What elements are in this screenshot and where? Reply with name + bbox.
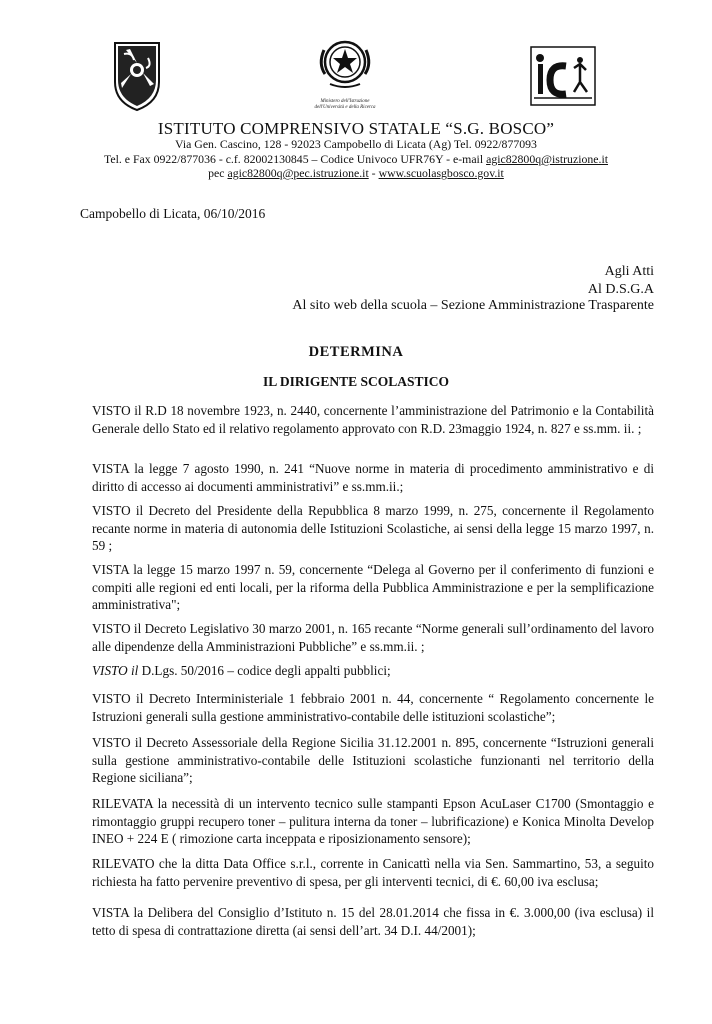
paragraph-rd-1923: VISTO il R.D 18 novembre 1923, n. 2440, concernente l’amministrazione del Patrimonio e la Contabilità Generale dello Stato ed il relativo regolamento approvato con R.D. 23maggio 1924, n. 827 e ss.mm. ii. ; xyxy=(92,403,654,436)
pec-link[interactable]: agic82800q@pec.istruzione.it xyxy=(227,166,369,180)
document-subtitle: IL DIRIGENTE SCOLASTICO xyxy=(262,374,450,389)
paragraph-dlgs-50 xyxy=(92,662,654,680)
paragraph-di-44: VISTO il Decreto Interministeriale 1 febbraio 2001 n. 44, concernente “ Regolamento concernente le Istruzioni generali sulla gestione amministrativo-contabile delle istituzioni scolastiche”; xyxy=(92,691,654,724)
paragraph-dlgs-50-text: D.Lgs. 50/2016 – codice degli appalti pubblici; xyxy=(141,663,391,678)
separator: - xyxy=(368,166,379,180)
school-logo-icon xyxy=(530,46,596,106)
recipient-dsga: Al D.S.G.A xyxy=(587,282,654,297)
place-date: Campobello di Licata, 06/10/2016 xyxy=(80,206,266,221)
paragraph-legge-59: VISTA la legge 15 marzo 1997 n. 59, concernente “Delega al Governo per il conferimento di funzioni e compiti alle regioni ed enti locali, per la riforma della Pubblica Amministrazione e per la semplificazione amministrativa"; xyxy=(92,562,654,612)
contact-line xyxy=(0,152,712,167)
paragraph-legge-241: VISTA la legge 7 agosto 1990, n. 241 “Nuove norme in materia di procedimento amministrativo e di diritto di accesso ai documenti amministrativi” e ss.mm.ii.; xyxy=(92,461,654,494)
paragraph-dlgs-165: VISTO il Decreto Legislativo 30 marzo 2001, n. 165 recante “Norme generali sull’ordinamento del lavoro alle dipendenze della Amministrazioni Pubbliche” e ss.mm.ii. ; xyxy=(92,621,654,654)
italian-republic-emblem-icon xyxy=(306,34,384,112)
recipient-website: Al sito web della scuola – Sezione Amministrazione Trasparente xyxy=(292,298,654,313)
pec-web-line xyxy=(0,166,712,181)
recipient-atti: Agli Atti xyxy=(604,264,654,279)
paragraph-delibera: VISTA la Delibera del Consiglio d’Istituto n. 15 del 28.01.2014 che fissa in €. 3.000,00 (iva esclusa) il tetto di spesa di contrattazione diretta (ai sensi dell’art. 34 D.I. 44/2001); xyxy=(92,905,654,938)
document-title: DETERMINA xyxy=(308,344,404,360)
address-line: Via Gen. Cascino, 128 - 92023 Campobello di Licata (Ag) Tel. 0922/877093 xyxy=(175,137,537,151)
italic-lead: VISTO il xyxy=(92,663,139,678)
website-link[interactable]: www.scuolasgbosco.gov.it xyxy=(378,166,504,180)
contact-prefix: Tel. e Fax 0922/877036 - c.f. 82002130845 – Codice Univoco UFR76Y - e-mail xyxy=(103,152,487,166)
email-link[interactable]: agic82800q@istruzione.it xyxy=(486,152,609,166)
school-name: ISTITUTO COMPRENSIVO STATALE “S.G. BOSCO” xyxy=(157,119,555,138)
paragraph-rilevato: RILEVATO che la ditta Data Office s.r.l., corrente in Canicattì nella via Sen. Sammartino, 53, a seguito richiesta ha fatto pervenire preventivo di spesa, per gli interventi tecnici, di €. 60,00 iva esclusa; xyxy=(92,856,654,889)
paragraph-dpr-275: VISTO il Decreto del Presidente della Repubblica 8 marzo 1999, n. 275, concernente il Regolamento recante norme in materia di autonomia delle Istituzioni Scolastiche, ai sensi della legge 15 marzo 1997, n. 59 ; xyxy=(92,503,654,553)
paragraph-da-895: VISTO il Decreto Assessoriale della Regione Sicilia 31.12.2001 n. 895, concernente “Istruzioni generali sulla gestione amministrativo-contabile delle Istituzioni scolastiche funzionanti nel territorio della Regione siciliana”; xyxy=(92,735,654,785)
paragraph-rilevata: RILEVATA la necessità di un intervento tecnico sulle stampanti Epson AcuLaser C1700 (Smontaggio e rimontaggio gruppi recupero toner – pulitura interna da toner – lubrificazione) e Konica Minolta Develop INEO + 224 E ( rimozione carta inceppata e riposizionamento sensore); xyxy=(92,796,654,846)
ministry-caption: Ministero dell'Istruzione dell'Università e della Ricerca xyxy=(314,99,376,110)
pec-prefix: pec xyxy=(208,166,228,180)
sicily-trinacria-emblem-icon xyxy=(112,40,162,112)
